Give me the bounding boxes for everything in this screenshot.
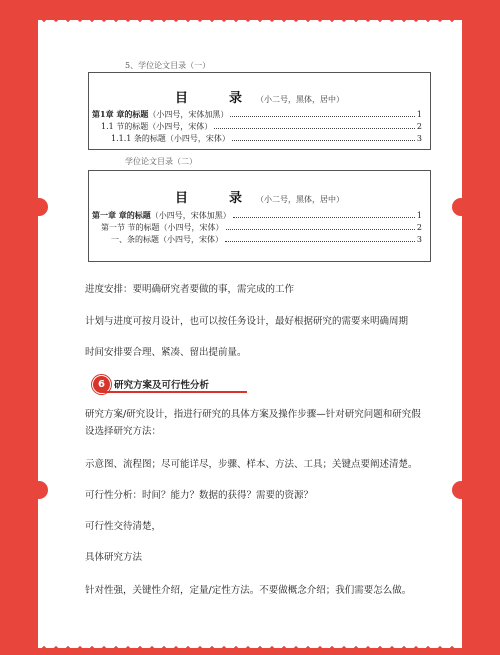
toc1-caption: 5、学位论文目录（一） xyxy=(125,61,211,70)
paragraph-methods-heading: 具体研究方法 xyxy=(85,552,143,563)
paragraph-plan: 计划与进度可按月设计，也可以按任务设计，最好根据研究的需要来明确周期 xyxy=(85,316,409,327)
section-underline xyxy=(102,391,247,393)
toc1-box xyxy=(88,72,431,150)
section-title: 研究方案及可行性分析 xyxy=(114,380,210,391)
toc1-line-1: 第1章 章的标题（小四号，宋体加黑） 1 xyxy=(92,109,422,119)
toc2-title: 目 录（小二号，黑体，居中） xyxy=(174,191,344,206)
toc1-line-2: 1.1 节的标题（小四号，宋体） 2 xyxy=(101,122,422,131)
paragraph-diagram: 示意图、流程图；尽可能详尽，步骤、样本、方法、工具；关键点要阐述清楚。 xyxy=(85,459,418,470)
right-notch-1 xyxy=(452,198,470,216)
paragraph-methods: 针对性强，关键性介绍，定量/定性方法。不要做概念介绍；我们需要怎么做。 xyxy=(85,585,412,596)
paragraph-feasibility: 可行性分析：时间？能力？数据的获得？需要的资源？ xyxy=(85,490,314,501)
zigzag-top-edge xyxy=(38,20,462,30)
toc2-box xyxy=(88,170,431,262)
toc2-line-2: 第一节 节的标题（小四号，宋体） 2 xyxy=(101,223,422,232)
toc2-line-3: 一、条的标题（小四号，宋体） 3 xyxy=(111,235,422,244)
paragraph-progress: 进度安排：要明确研究者要做的事，需完成的工作 xyxy=(85,284,295,295)
paragraph-design: 研究方案/研究设计，指进行研究的具体方案及操作步骤—针对研究问题和研究假设选择研究方法： xyxy=(85,409,421,437)
paragraph-explain: 可行性交待清楚， xyxy=(85,521,162,532)
left-notch-2 xyxy=(30,481,48,499)
zigzag-bottom-edge xyxy=(38,638,462,648)
section-number-badge: 6 xyxy=(92,375,111,394)
toc1-title: 目 录（小二号，黑体，居中） xyxy=(174,91,344,106)
paragraph-time: 时间安排要合理、紧凑、留出提前量。 xyxy=(85,347,247,358)
toc1-line-3: 1.1.1 条的标题（小四号，宋体） 3 xyxy=(111,134,422,143)
left-notch-1 xyxy=(30,198,48,216)
toc2-line-1: 第一章 章的标题（小四号，宋体加黑） 1 xyxy=(92,210,422,220)
toc2-caption: 学位论文目录（二） xyxy=(125,157,197,166)
section-header xyxy=(92,375,247,393)
right-notch-2 xyxy=(452,481,470,499)
